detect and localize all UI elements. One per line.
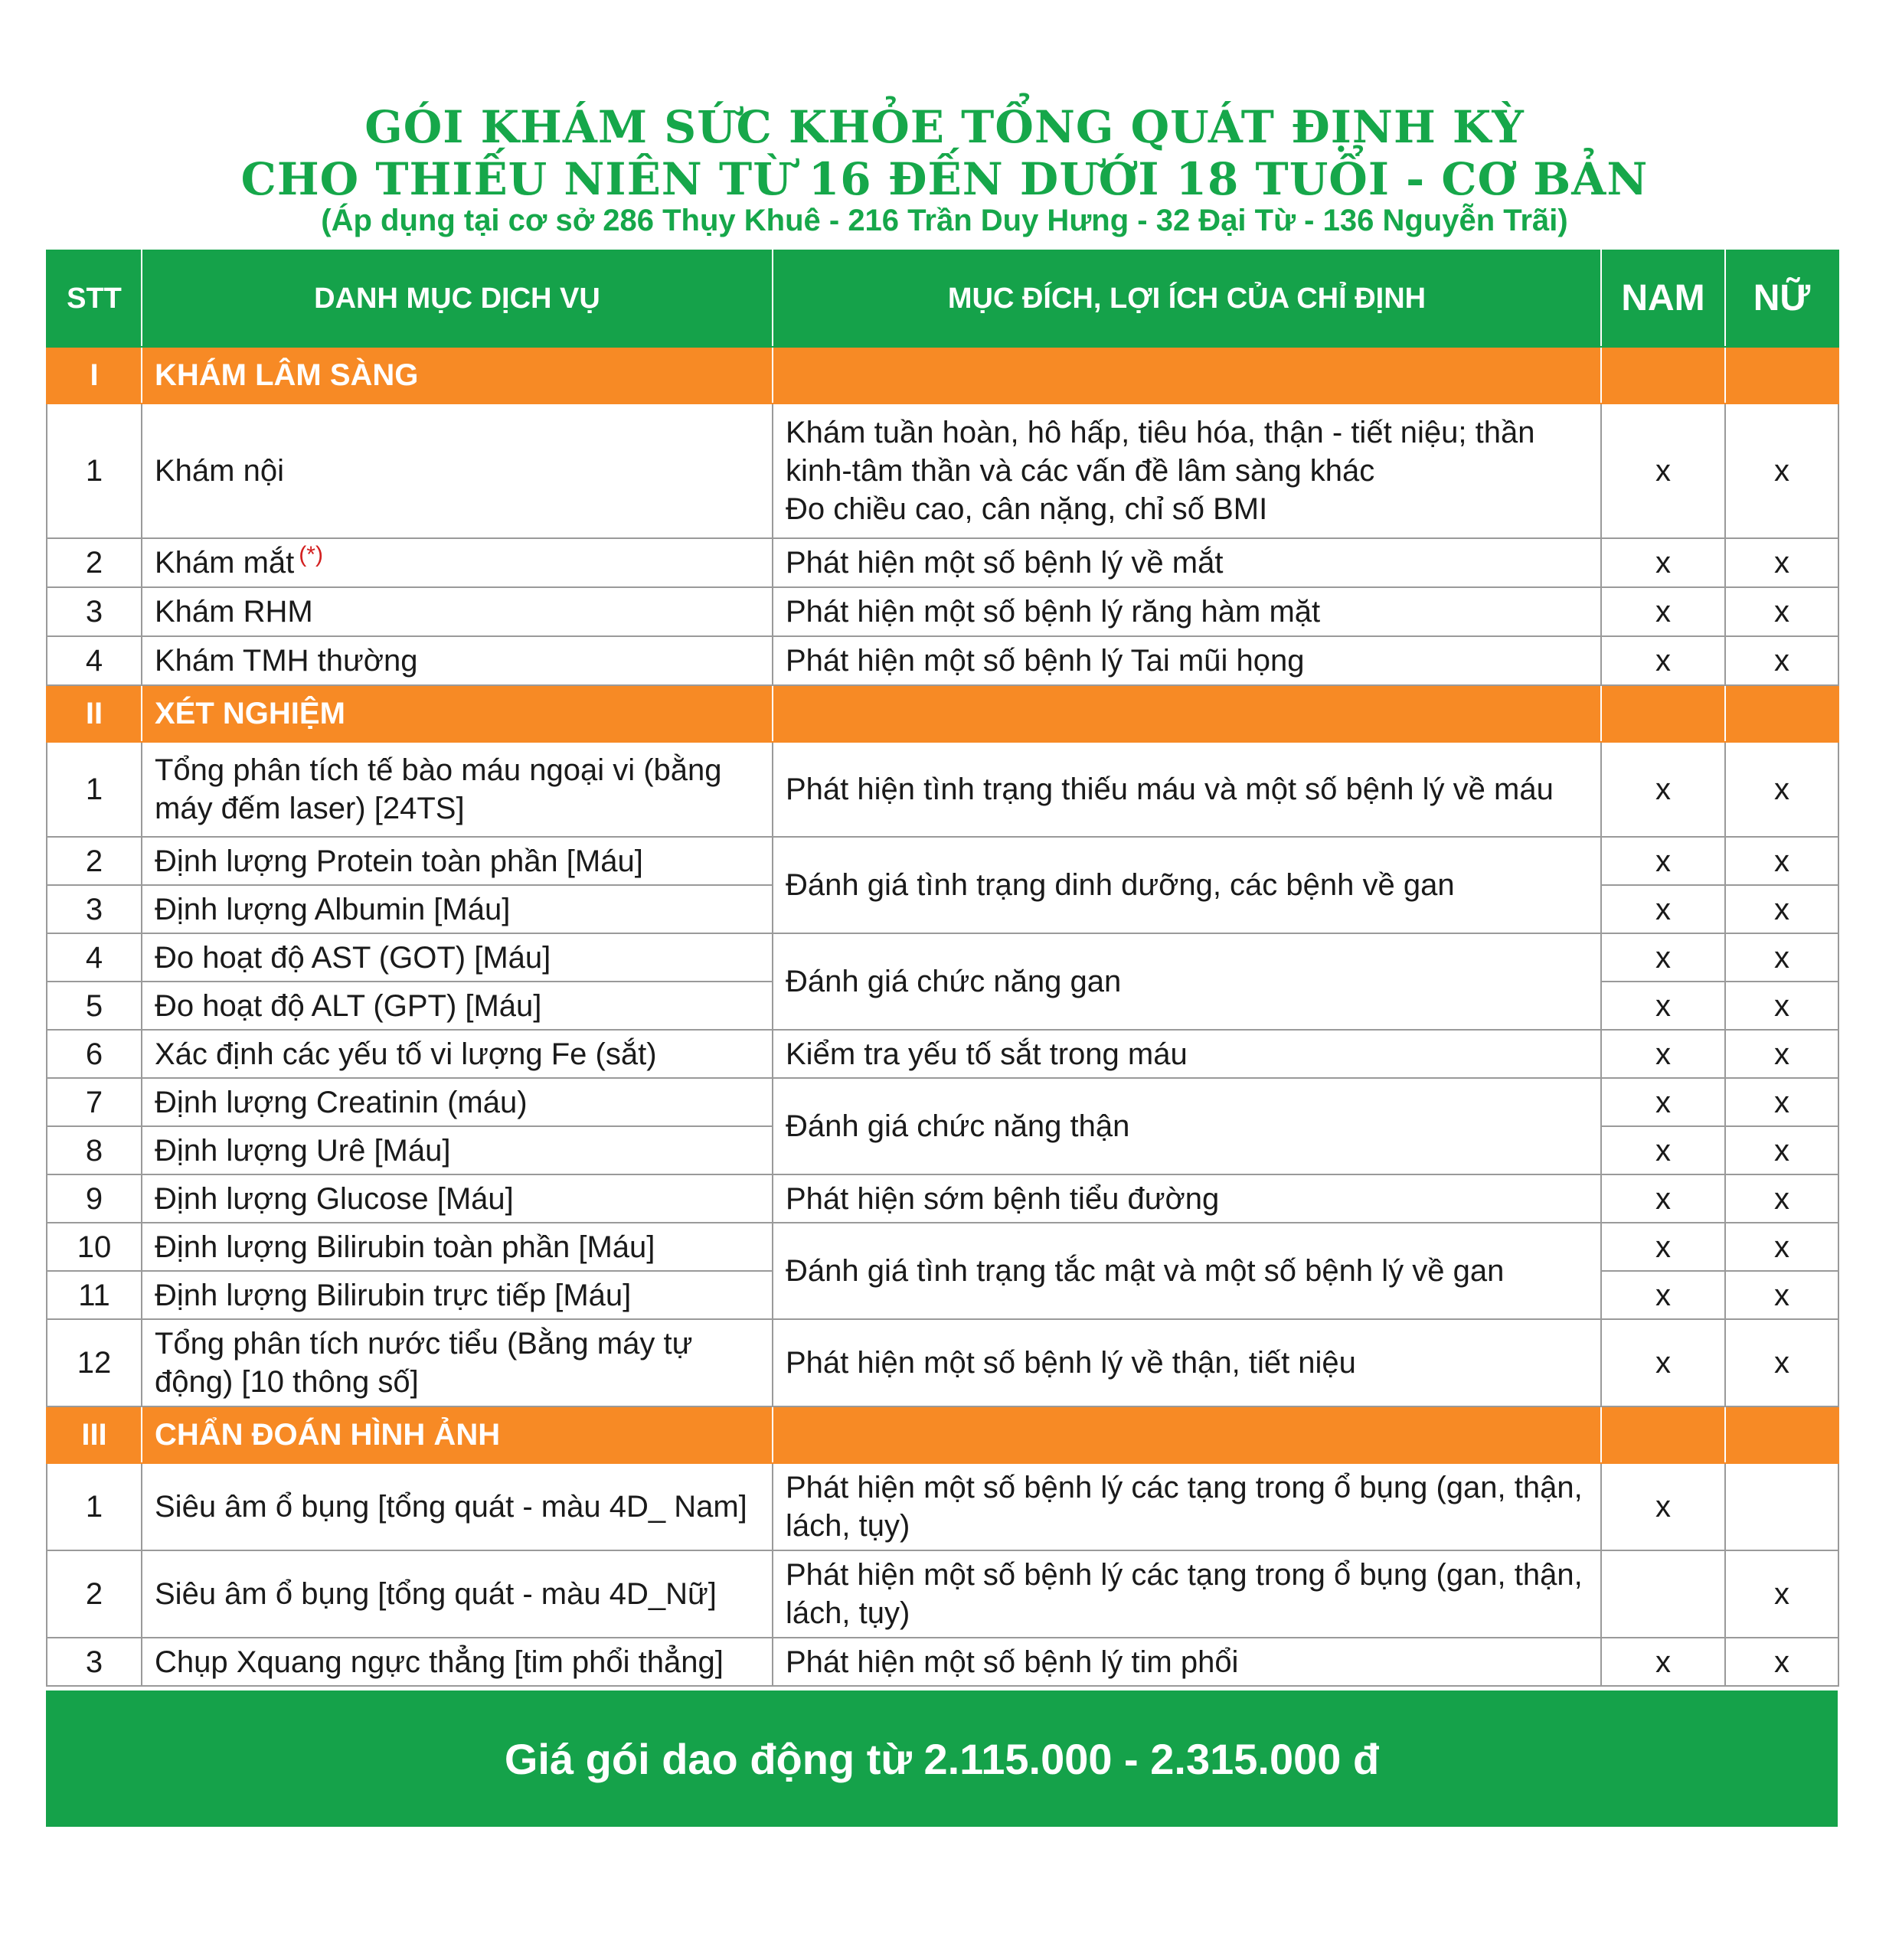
row-stt: 2 — [47, 1550, 142, 1638]
row-male: x — [1601, 742, 1725, 837]
row-service: Định lượng Creatinin (máu) — [142, 1078, 773, 1126]
table-row — [47, 1030, 1838, 1078]
table-row — [47, 1319, 1838, 1406]
row-male: x — [1601, 1126, 1725, 1174]
table-row — [47, 587, 1838, 636]
section-row — [47, 685, 1838, 742]
row-male: x — [1601, 1319, 1725, 1406]
section-title: XÉT NGHIỆM — [142, 685, 773, 742]
row-stt: 1 — [47, 742, 142, 837]
row-stt: 1 — [47, 1463, 142, 1550]
table-header-row — [47, 250, 1838, 347]
row-stt: 1 — [47, 403, 142, 538]
section-number: I — [47, 347, 142, 403]
row-stt: 6 — [47, 1030, 142, 1078]
table-row — [47, 933, 1838, 982]
row-female: x — [1725, 636, 1838, 685]
row-service: Xác định các yếu tố vi lượng Fe (sắt) — [142, 1030, 773, 1078]
row-male: x — [1601, 982, 1725, 1030]
page-title-line-2: CHO THIẾU NIÊN TỪ 16 ĐẾN DƯỚI 18 TUỔI - CƠ BẢN — [240, 153, 1649, 205]
row-male — [1601, 1550, 1725, 1638]
row-male: x — [1601, 837, 1725, 885]
row-service: Tổng phân tích nước tiểu (Bằng máy tự động) [10 thông số] — [142, 1319, 773, 1406]
table-row — [47, 538, 1838, 587]
row-stt: 11 — [47, 1271, 142, 1319]
table-row — [47, 1463, 1838, 1550]
row-service: Khám TMH thường — [142, 636, 773, 685]
row-stt: 8 — [47, 1126, 142, 1174]
row-female: x — [1725, 1174, 1838, 1223]
row-stt: 10 — [47, 1223, 142, 1271]
row-male: x — [1601, 538, 1725, 587]
row-purpose: Phát hiện sớm bệnh tiểu đường — [773, 1174, 1601, 1223]
row-female: x — [1725, 538, 1838, 587]
row-purpose: Đánh giá tình trạng dinh dưỡng, các bệnh về gan — [773, 837, 1601, 933]
row-service: Khám mắt — [155, 546, 295, 580]
row-purpose: Phát hiện tình trạng thiếu máu và một số bệnh lý về máu — [773, 742, 1601, 837]
row-female: x — [1725, 742, 1838, 837]
row-male: x — [1601, 1174, 1725, 1223]
row-service: Định lượng Glucose [Máu] — [142, 1174, 773, 1223]
row-female: x — [1725, 403, 1838, 538]
table-row — [47, 742, 1838, 837]
row-service: Khám nội — [142, 403, 773, 538]
row-service: Định lượng Albumin [Máu] — [142, 885, 773, 933]
row-service: Khám RHM — [142, 587, 773, 636]
row-purpose: Phát hiện một số bệnh lý về mắt — [773, 538, 1601, 587]
row-female — [1725, 1463, 1838, 1550]
row-stt: 2 — [47, 538, 142, 587]
row-service: Chụp Xquang ngực thẳng [tim phổi thẳng] — [142, 1638, 773, 1686]
row-female: x — [1725, 1078, 1838, 1126]
row-female: x — [1725, 587, 1838, 636]
header-service: DANH MỤC DỊCH VỤ — [142, 250, 773, 347]
row-service-cell — [142, 538, 773, 587]
row-female: x — [1725, 933, 1838, 982]
row-male: x — [1601, 1030, 1725, 1078]
header-female: NỮ — [1725, 250, 1838, 347]
row-purpose: Phát hiện một số bệnh lý Tai mũi họng — [773, 636, 1601, 685]
table-row — [47, 1550, 1838, 1638]
row-purpose: Đánh giá tình trạng tắc mật và một số bệnh lý về gan — [773, 1223, 1601, 1319]
row-stt: 3 — [47, 587, 142, 636]
section-number: III — [47, 1406, 142, 1463]
section-row — [47, 347, 1838, 403]
row-male: x — [1601, 1463, 1725, 1550]
row-female: x — [1725, 1223, 1838, 1271]
table-row — [47, 1174, 1838, 1223]
row-male: x — [1601, 636, 1725, 685]
row-female: x — [1725, 837, 1838, 885]
row-purpose: Phát hiện một số bệnh lý tim phổi — [773, 1638, 1601, 1686]
row-male: x — [1601, 1271, 1725, 1319]
row-male: x — [1601, 885, 1725, 933]
row-female: x — [1725, 1638, 1838, 1686]
row-purpose: Đánh giá chức năng gan — [773, 933, 1601, 1030]
row-stt: 7 — [47, 1078, 142, 1126]
table-row — [47, 1638, 1838, 1686]
section-title: KHÁM LÂM SÀNG — [142, 347, 773, 403]
row-purpose: Kiểm tra yếu tố sắt trong máu — [773, 1030, 1601, 1078]
price-banner — [46, 1690, 1838, 1827]
header-stt: STT — [47, 250, 142, 347]
section-title: CHẨN ĐOÁN HÌNH ẢNH — [142, 1406, 773, 1463]
row-stt: 2 — [47, 837, 142, 885]
row-service: Siêu âm ổ bụng [tổng quát - màu 4D_ Nam] — [142, 1463, 773, 1550]
header-purpose: MỤC ĐÍCH, LỢI ÍCH CỦA CHỈ ĐỊNH — [773, 250, 1601, 347]
row-stt: 4 — [47, 636, 142, 685]
table-row — [47, 636, 1838, 685]
section-number: II — [47, 685, 142, 742]
row-female: x — [1725, 1550, 1838, 1638]
row-stt: 9 — [47, 1174, 142, 1223]
row-service: Đo hoạt độ AST (GOT) [Máu] — [142, 933, 773, 982]
table-row — [47, 1223, 1838, 1271]
row-female: x — [1725, 1030, 1838, 1078]
row-purpose: Phát hiện một số bệnh lý về thận, tiết niệu — [773, 1319, 1601, 1406]
footnote-marker: (*) — [299, 541, 323, 567]
page-title-line-1: GÓI KHÁM SỨC KHỎE TỔNG QUÁT ĐỊNH KỲ — [364, 101, 1525, 153]
row-male: x — [1601, 587, 1725, 636]
row-male: x — [1601, 403, 1725, 538]
row-male: x — [1601, 933, 1725, 982]
row-female: x — [1725, 885, 1838, 933]
row-stt: 3 — [47, 1638, 142, 1686]
row-female: x — [1725, 982, 1838, 1030]
row-service: Định lượng Bilirubin toàn phần [Máu] — [142, 1223, 773, 1271]
row-service: Siêu âm ổ bụng [tổng quát - màu 4D_Nữ] — [142, 1550, 773, 1638]
row-service: Định lượng Urê [Máu] — [142, 1126, 773, 1174]
row-female: x — [1725, 1271, 1838, 1319]
row-purpose: Khám tuần hoàn, hô hấp, tiêu hóa, thận - tiết niệu; thần kinh-tâm thần và các vấn đề lâm sàng khác Đo chiều cao, cân nặng, chỉ số BMI — [773, 403, 1601, 538]
row-male: x — [1601, 1223, 1725, 1271]
table-row — [47, 1078, 1838, 1126]
row-female: x — [1725, 1126, 1838, 1174]
header-male: NAM — [1601, 250, 1725, 347]
row-stt: 3 — [47, 885, 142, 933]
service-table — [46, 250, 1839, 1687]
row-male: x — [1601, 1078, 1725, 1126]
price-text: Giá gói dao động từ 2.115.000 - 2.315.000 đ — [504, 1734, 1380, 1783]
row-male: x — [1601, 1638, 1725, 1686]
row-stt: 5 — [47, 982, 142, 1030]
row-stt: 12 — [47, 1319, 142, 1406]
table-row — [47, 403, 1838, 538]
row-stt: 4 — [47, 933, 142, 982]
row-service: Định lượng Bilirubin trực tiếp [Máu] — [142, 1271, 773, 1319]
row-service: Tổng phân tích tế bào máu ngoại vi (bằng máy đếm laser) [24TS] — [142, 742, 773, 837]
row-service: Đo hoạt độ ALT (GPT) [Máu] — [142, 982, 773, 1030]
page-subtitle: (Áp dụng tại cơ sở 286 Thụy Khuê - 216 Trần Duy Hưng - 32 Đại Từ - 136 Nguyễn Trãi) — [321, 204, 1568, 237]
row-female: x — [1725, 1319, 1838, 1406]
row-service: Định lượng Protein toàn phần [Máu] — [142, 837, 773, 885]
table-row — [47, 837, 1838, 885]
row-purpose: Phát hiện một số bệnh lý các tạng trong ổ bụng (gan, thận, lách, tụy) — [773, 1463, 1601, 1550]
row-purpose: Phát hiện một số bệnh lý các tạng trong ổ bụng (gan, thận, lách, tụy) — [773, 1550, 1601, 1638]
row-purpose: Phát hiện một số bệnh lý răng hàm mặt — [773, 587, 1601, 636]
section-row — [47, 1406, 1838, 1463]
row-purpose: Đánh giá chức năng thận — [773, 1078, 1601, 1174]
